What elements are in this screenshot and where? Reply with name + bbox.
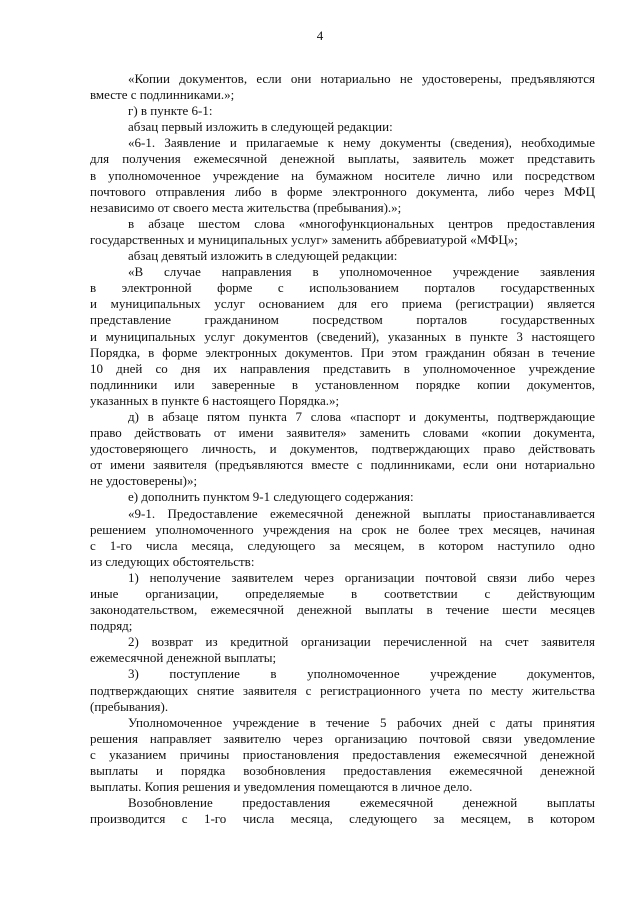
- text-line: 2) возврат из кредитной организации перечисленной на счет заявителя: [128, 634, 595, 650]
- text-line: представление гражданином посредством порталов государственных: [90, 312, 595, 328]
- text-line: Уполномоченное учреждение в течение 5 рабочих дней с даты принятия: [128, 714, 595, 730]
- text-line: производится с 1-го числа месяца, следующего за месяцем, в котором: [90, 811, 595, 827]
- text-line: 10 дней со дня их направления представить в уполномоченное учреждение: [90, 360, 595, 376]
- text-line: из следующих обстоятельств:: [90, 553, 255, 569]
- text-line: в уполномоченное учреждение на бумажном носителе лично или посредством: [90, 167, 595, 183]
- text-line: не удостоверены)»;: [90, 473, 198, 489]
- text-line: г) в пункте 6-1:: [128, 103, 213, 119]
- text-line: почтового отправления либо в форме электронного документа, либо через МФЦ: [90, 183, 595, 199]
- text-line: указанных в пункте 6 настоящего Порядка.»;: [90, 392, 340, 408]
- text-line: для получения ежемесячной денежной выплаты, заявитель может представить: [90, 151, 595, 167]
- text-line: Возобновление предоставления ежемесячной денежной выплаты: [128, 795, 595, 811]
- text-line: с 1-го числа месяца, следующего за месяцем, в котором наступило одно: [90, 537, 595, 553]
- text-line: от имени заявителя (предъявляются вместе с подлинниками, если они нотариально: [90, 457, 595, 473]
- text-line: право действовать от имени заявителя» заменить словами «копии документа,: [90, 425, 595, 441]
- page-number: 4: [316, 28, 324, 43]
- text-line: абзац первый изложить в следующей редакции:: [128, 119, 393, 135]
- text-line: в абзаце шестом слова «многофункциональных центров предоставления: [128, 215, 595, 231]
- text-line: «9-1. Предоставление ежемесячной денежной выплаты приостанавливается: [128, 505, 595, 521]
- text-line: выплаты и порядка возобновления предоставления ежемесячной денежной: [90, 763, 595, 779]
- text-line: 3) поступление в уполномоченное учреждение документов,: [128, 666, 595, 682]
- text-line: в электронной форме с использованием порталов государственных: [90, 280, 595, 296]
- text-line: с указанием причины приостановления предоставления ежемесячной денежной: [90, 746, 595, 762]
- text-line: государственных и муниципальных услуг» заменить аббревиатурой «МФЦ»;: [90, 231, 518, 247]
- document-body: [90, 71, 595, 827]
- text-line: подряд;: [90, 618, 133, 634]
- text-line: и муниципальных услуг документов (сведений), указанных в пункте 3 настоящего: [90, 328, 595, 344]
- text-line: (пребывания).: [90, 698, 169, 714]
- text-line: е) дополнить пунктом 9-1 следующего содержания:: [128, 489, 414, 505]
- text-line: вместе с подлинниками.»;: [90, 87, 235, 103]
- text-line: независимо от своего места жительства (пребывания).»;: [90, 199, 402, 215]
- text-line: Порядка, в форме электронных документов. При этом гражданин обязан в течение: [90, 344, 595, 360]
- text-line: «6-1. Заявление и прилагаемые к нему документы (сведения), необходимые: [128, 135, 595, 151]
- text-line: «В случае направления в уполномоченное учреждение заявления: [128, 264, 595, 280]
- text-line: законодательством, ежемесячной денежной выплаты в течение шести месяцев: [90, 602, 595, 618]
- text-line: и муниципальных услуг основанием для его приема (регистрации) является: [90, 296, 595, 312]
- text-line: абзац девятый изложить в следующей редакции:: [128, 248, 398, 264]
- text-line: подтверждающих снятие заявителя с регистрационного учета по месту жительства: [90, 682, 595, 698]
- text-line: ежемесячной денежной выплаты;: [90, 650, 277, 666]
- text-line: «Копии документов, если они нотариально не удостоверены, предъявляются: [128, 71, 595, 86]
- text-line: решением уполномоченного учреждения на срок не более трех месяцев, начиная: [90, 521, 595, 537]
- text-line: решения направляет заявителю через организацию почтовой связи уведомление: [90, 730, 595, 746]
- text-line: иные организации, определяемые в соответствии с действующим: [90, 586, 595, 601]
- text-line: д) в абзаце пятом пункта 7 слова «паспорт и документы, подтверждающие: [128, 408, 595, 424]
- text-line: 1) неполучение заявителем через организации почтовой связи либо через: [128, 569, 595, 585]
- text-line: подлинники или заверенные в установленном порядке копии документов,: [90, 376, 595, 392]
- text-line: удостоверяющего личность, и документов, подтверждающих право действовать: [90, 441, 595, 457]
- text-line: выплаты. Копия решения и уведомления помещаются в личное дело.: [90, 779, 473, 795]
